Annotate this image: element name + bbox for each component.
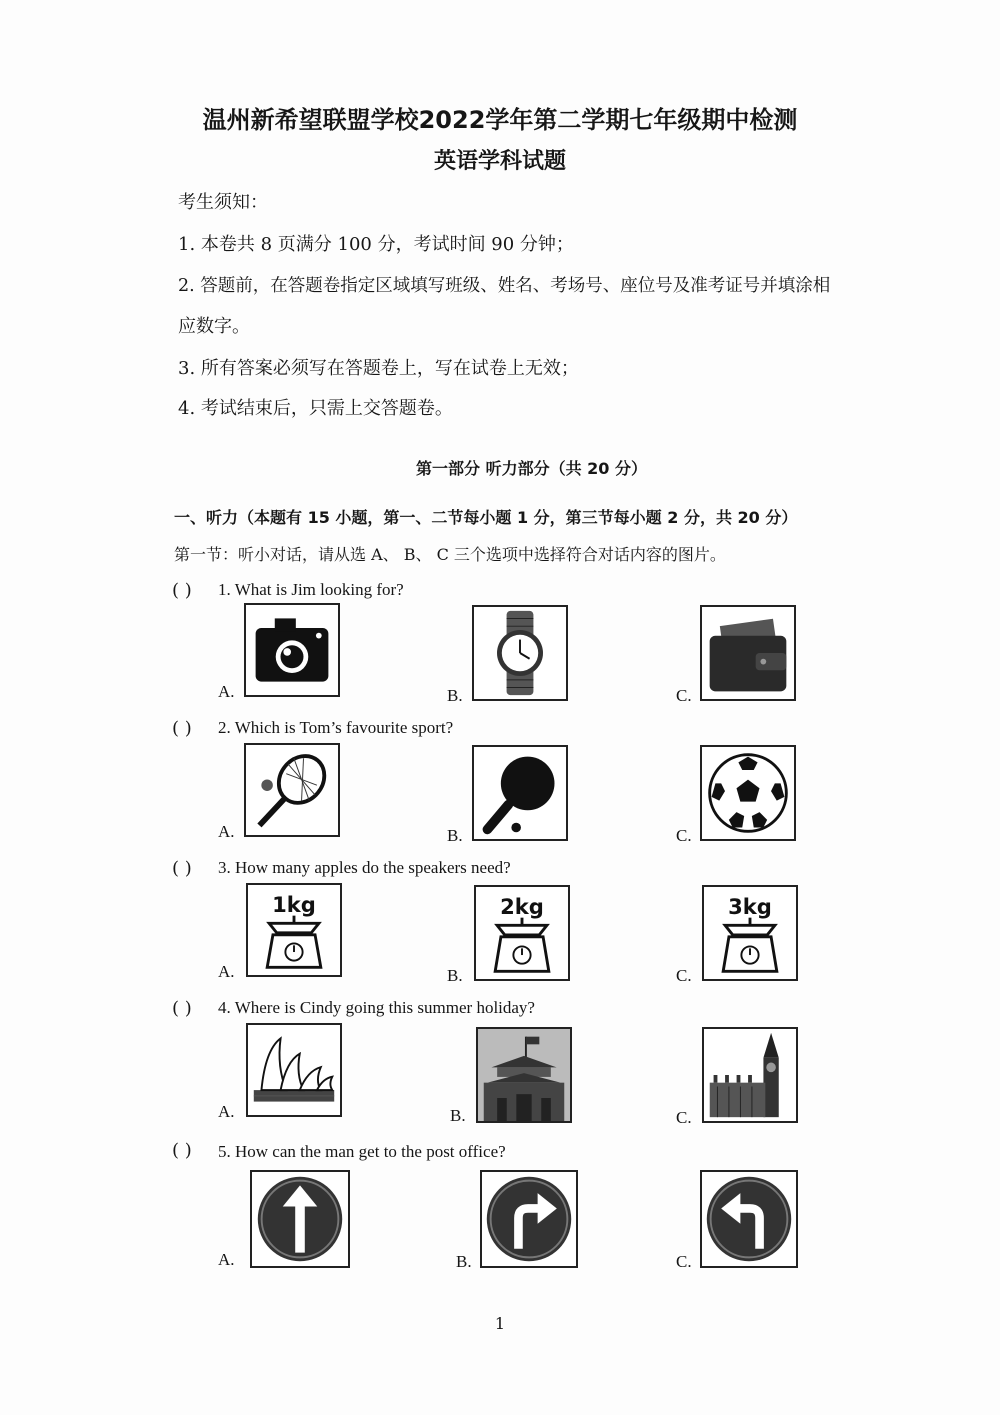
option-label: A.: [218, 1250, 235, 1269]
option-label: B.: [456, 1252, 472, 1271]
sydney-opera-house-icon: [246, 1023, 342, 1117]
option-label: C.: [676, 826, 692, 845]
wallet-icon: [700, 605, 796, 701]
weight-label: 3kg: [728, 893, 772, 919]
exam-subtitle: 英语学科试题: [433, 149, 566, 174]
option-label: B.: [447, 966, 463, 985]
option-label: B.: [447, 826, 463, 845]
answer-blank[interactable]: ( ): [172, 858, 192, 879]
tennis-icon: [244, 743, 340, 837]
option-label: C.: [676, 1252, 692, 1271]
option-label: A.: [218, 822, 235, 841]
question-text: 5. How can the man get to the post office?: [218, 1142, 506, 1161]
option-label: B.: [447, 686, 463, 705]
option-label: A.: [218, 1102, 235, 1121]
question-text: 4. Where is Cindy going this summer holiday?: [218, 998, 535, 1017]
camera-icon: [244, 603, 340, 697]
part1-heading: 第一部分 听力部分（共 20 分）: [416, 459, 647, 478]
exam-title: 温州新希望联盟学校2022学年第二学期七年级期中检测: [202, 106, 798, 134]
answer-blank[interactable]: ( ): [172, 1140, 192, 1161]
ping-pong-icon: [472, 745, 568, 841]
scale-2kg-icon: [474, 885, 570, 981]
go-straight-sign-icon: [250, 1170, 350, 1268]
notice-item-1: 1. 本卷共 8 页满分 100 分，考试时间 90 分钟；: [178, 234, 574, 255]
notice-item-2: 2. 答题前，在答题卷指定区域填写班级、姓名、考场号、座位号及准考证号并填涂相: [178, 276, 831, 296]
weight-label: 2kg: [500, 893, 544, 919]
option-label: A.: [218, 962, 235, 981]
turn-left-sign-icon: [700, 1170, 798, 1268]
answer-blank[interactable]: ( ): [172, 998, 192, 1019]
subsection-instruction: 第一节：听小对话，请从选 A、 B、 C 三个选项中选择符合对话内容的图片。: [174, 545, 726, 564]
scale-3kg-icon: [702, 885, 798, 981]
option-label: C.: [676, 966, 692, 985]
answer-blank[interactable]: ( ): [172, 718, 192, 739]
option-label: B.: [450, 1106, 466, 1125]
notice-item-4: 4. 考试结束后，只需上交答题卷。: [178, 398, 453, 419]
listening-section-title: 一、听力（本题有 15 小题，第一、二节每小题 1 分，第三节每小题 2 分，共 20 分）: [174, 508, 798, 527]
watch-icon: [472, 605, 568, 701]
tiananmen-icon: [476, 1027, 572, 1123]
answer-blank[interactable]: ( ): [172, 580, 192, 601]
big-ben-icon: [702, 1027, 798, 1123]
football-icon: [700, 745, 796, 841]
notice-item-2-cont: 应数字。: [178, 316, 250, 337]
option-label: C.: [676, 686, 692, 705]
weight-label: 1kg: [272, 891, 316, 917]
option-label: C.: [676, 1108, 692, 1127]
page-number: 1: [494, 1314, 506, 1333]
scale-1kg-icon: [246, 883, 342, 977]
question-text: 1. What is Jim looking for?: [218, 580, 404, 599]
notice-item-3: 3. 所有答案必须写在答题卷上，写在试卷上无效；: [178, 358, 579, 379]
turn-right-sign-icon: [480, 1170, 578, 1268]
option-label: A.: [218, 682, 235, 701]
question-text: 3. How many apples do the speakers need?: [218, 858, 511, 877]
notice-heading: 考生须知：: [178, 192, 268, 213]
question-text: 2. Which is Tom’s favourite sport?: [218, 718, 454, 737]
